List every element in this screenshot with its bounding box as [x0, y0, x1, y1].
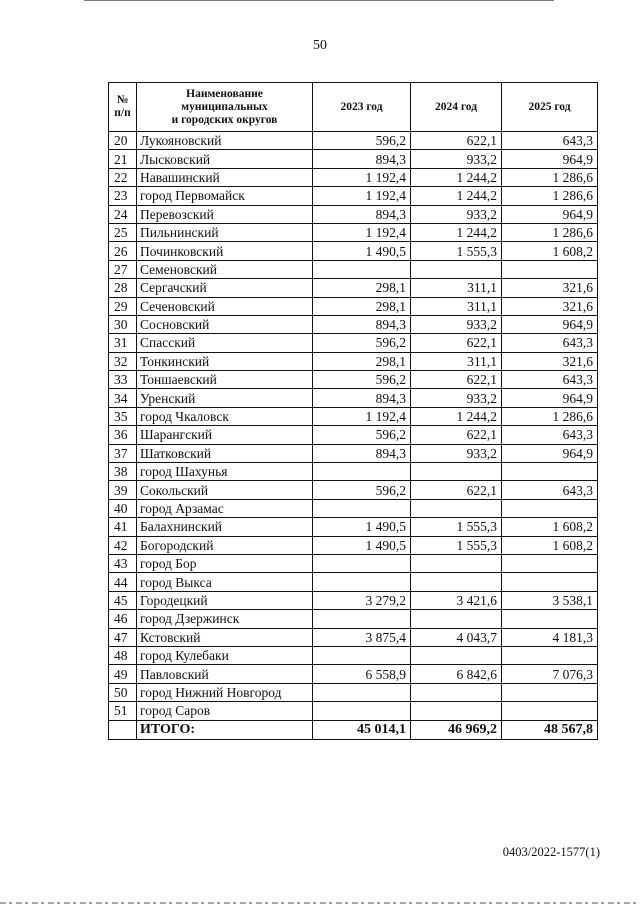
- row-number: 32: [109, 352, 137, 370]
- page-number: 50: [313, 38, 327, 53]
- value-2023: 1 490,5: [313, 536, 411, 554]
- table-row: [109, 407, 598, 425]
- table-row: [109, 536, 598, 554]
- value-2023: 1 192,4: [313, 407, 411, 425]
- value-2025: [502, 499, 598, 517]
- value-2025: 643,3: [502, 334, 598, 352]
- value-2024: [411, 702, 502, 720]
- value-2023: 596,2: [313, 481, 411, 499]
- value-2024: 622,1: [411, 334, 502, 352]
- value-2025: 1 286,6: [502, 187, 598, 205]
- row-name: город Саров: [137, 702, 313, 720]
- table-row: [109, 554, 598, 572]
- row-name: Лысковский: [137, 150, 313, 168]
- value-2024: [411, 610, 502, 628]
- value-2023: 1 192,4: [313, 223, 411, 241]
- value-2024: 1 555,3: [411, 518, 502, 536]
- table-row: [109, 628, 598, 646]
- row-name: Уренский: [137, 389, 313, 407]
- table-row: [109, 334, 598, 352]
- value-2023: 1 490,5: [313, 242, 411, 260]
- row-name: Кстовский: [137, 628, 313, 646]
- row-number: 46: [109, 610, 137, 628]
- value-2023: 298,1: [313, 352, 411, 370]
- row-number: 33: [109, 371, 137, 389]
- value-2023: 894,3: [313, 150, 411, 168]
- value-2025: 964,9: [502, 444, 598, 462]
- row-number: 44: [109, 573, 137, 591]
- value-2023: 894,3: [313, 444, 411, 462]
- table-row: [109, 646, 598, 664]
- row-number: 37: [109, 444, 137, 462]
- value-2025: 321,6: [502, 279, 598, 297]
- row-number: 34: [109, 389, 137, 407]
- row-number: 23: [109, 187, 137, 205]
- value-2023: 894,3: [313, 315, 411, 333]
- row-number: 25: [109, 223, 137, 241]
- bottom-rule: [0, 902, 640, 904]
- value-2025: [502, 554, 598, 572]
- value-2023: 1 192,4: [313, 168, 411, 186]
- row-number: 35: [109, 407, 137, 425]
- table-row: [109, 683, 598, 701]
- value-2024: 46 969,2: [411, 720, 502, 739]
- value-2025: 1 608,2: [502, 536, 598, 554]
- row-number: 49: [109, 665, 137, 683]
- row-number: 39: [109, 481, 137, 499]
- row-name: Семеновский: [137, 260, 313, 278]
- table-row: [109, 481, 598, 499]
- value-2025: 643,3: [502, 481, 598, 499]
- document-code: 0403/2022-1577(1): [502, 845, 600, 859]
- value-2024: 3 421,6: [411, 591, 502, 609]
- value-2024: 311,1: [411, 279, 502, 297]
- value-2023: 45 014,1: [313, 720, 411, 739]
- row-name: город Кулебаки: [137, 646, 313, 664]
- row-name: город Нижний Новгород: [137, 683, 313, 701]
- value-2025: 321,6: [502, 352, 598, 370]
- table-row: [109, 315, 598, 333]
- row-number: 21: [109, 150, 137, 168]
- row-name: Балахнинский: [137, 518, 313, 536]
- row-number: 24: [109, 205, 137, 223]
- row-name: Шарангский: [137, 426, 313, 444]
- value-2025: 964,9: [502, 315, 598, 333]
- row-number: 30: [109, 315, 137, 333]
- table-row: [109, 150, 598, 168]
- row-name: ИТОГО:: [137, 720, 313, 739]
- table-row: [109, 444, 598, 462]
- value-2025: 643,3: [502, 132, 598, 150]
- value-2024: 622,1: [411, 481, 502, 499]
- row-number: 26: [109, 242, 137, 260]
- table-row: [109, 223, 598, 241]
- row-number: 36: [109, 426, 137, 444]
- value-2024: 311,1: [411, 352, 502, 370]
- table-row: [109, 242, 598, 260]
- value-2023: 596,2: [313, 371, 411, 389]
- row-name: город Шахунья: [137, 463, 313, 481]
- value-2023: 298,1: [313, 279, 411, 297]
- value-2025: 964,9: [502, 150, 598, 168]
- table-row: [109, 463, 598, 481]
- row-name: Навашинский: [137, 168, 313, 186]
- value-2025: 1 286,6: [502, 223, 598, 241]
- value-2025: 1 286,6: [502, 407, 598, 425]
- row-name: Павловский: [137, 665, 313, 683]
- value-2024: 622,1: [411, 132, 502, 150]
- value-2024: 4 043,7: [411, 628, 502, 646]
- value-2023: [313, 646, 411, 664]
- data-table: [108, 82, 598, 740]
- value-2023: [313, 260, 411, 278]
- row-number: 50: [109, 683, 137, 701]
- value-2023: 596,2: [313, 334, 411, 352]
- row-name: Сеченовский: [137, 297, 313, 315]
- value-2023: [313, 683, 411, 701]
- table-row: [109, 205, 598, 223]
- value-2025: 48 567,8: [502, 720, 598, 739]
- header-name: Наименование муниципальных и городских округов: [137, 83, 313, 132]
- table-row: [109, 389, 598, 407]
- header-2024: 2024 год: [411, 83, 502, 132]
- value-2023: 1 490,5: [313, 518, 411, 536]
- header-2023: 2023 год: [313, 83, 411, 132]
- table-row: [109, 591, 598, 609]
- value-2024: [411, 646, 502, 664]
- table-row: [109, 371, 598, 389]
- row-number: 43: [109, 554, 137, 572]
- row-name: Перевозский: [137, 205, 313, 223]
- value-2023: 894,3: [313, 205, 411, 223]
- header-2025: 2025 год: [502, 83, 598, 132]
- value-2023: 596,2: [313, 426, 411, 444]
- value-2023: 1 192,4: [313, 187, 411, 205]
- row-number: 22: [109, 168, 137, 186]
- value-2024: 311,1: [411, 297, 502, 315]
- table-row: [109, 499, 598, 517]
- value-2023: 6 558,9: [313, 665, 411, 683]
- value-2024: 933,2: [411, 389, 502, 407]
- row-name: город Арзамас: [137, 499, 313, 517]
- table-row: [109, 610, 598, 628]
- row-name: Городецкий: [137, 591, 313, 609]
- value-2024: [411, 554, 502, 572]
- value-2024: 622,1: [411, 426, 502, 444]
- header-number: № п/п: [109, 83, 137, 132]
- value-2025: [502, 573, 598, 591]
- table-row: [109, 352, 598, 370]
- row-number: 40: [109, 499, 137, 517]
- value-2025: 3 538,1: [502, 591, 598, 609]
- value-2023: [313, 554, 411, 572]
- value-2025: 643,3: [502, 426, 598, 444]
- value-2025: [502, 683, 598, 701]
- row-name: город Дзержинск: [137, 610, 313, 628]
- table-row: [109, 426, 598, 444]
- value-2024: 1 244,2: [411, 407, 502, 425]
- row-number: 41: [109, 518, 137, 536]
- value-2025: 643,3: [502, 371, 598, 389]
- row-number: 51: [109, 702, 137, 720]
- value-2023: [313, 573, 411, 591]
- row-number: 31: [109, 334, 137, 352]
- row-name: Богородский: [137, 536, 313, 554]
- row-name: Пильнинский: [137, 223, 313, 241]
- row-name: Шатковский: [137, 444, 313, 462]
- value-2024: [411, 463, 502, 481]
- row-name: город Первомайск: [137, 187, 313, 205]
- value-2024: 1 244,2: [411, 168, 502, 186]
- value-2024: 933,2: [411, 205, 502, 223]
- value-2025: [502, 260, 598, 278]
- row-number: 28: [109, 279, 137, 297]
- table-row: [109, 518, 598, 536]
- value-2023: 596,2: [313, 132, 411, 150]
- value-2024: 622,1: [411, 371, 502, 389]
- value-2024: [411, 683, 502, 701]
- value-2025: [502, 646, 598, 664]
- table-row: [109, 187, 598, 205]
- table-row: [109, 260, 598, 278]
- value-2024: [411, 573, 502, 591]
- row-name: город Бор: [137, 554, 313, 572]
- table-row: [109, 168, 598, 186]
- row-name: город Выкса: [137, 573, 313, 591]
- row-name: Тоншаевский: [137, 371, 313, 389]
- row-number: 48: [109, 646, 137, 664]
- value-2024: 1 244,2: [411, 187, 502, 205]
- value-2024: 1 555,3: [411, 536, 502, 554]
- row-name: Лукояновский: [137, 132, 313, 150]
- value-2025: [502, 702, 598, 720]
- value-2025: 7 076,3: [502, 665, 598, 683]
- value-2024: 1 555,3: [411, 242, 502, 260]
- value-2024: 933,2: [411, 444, 502, 462]
- table-body: [109, 132, 598, 740]
- row-number: 45: [109, 591, 137, 609]
- value-2024: [411, 260, 502, 278]
- row-name: Сокольский: [137, 481, 313, 499]
- total-row: [109, 720, 598, 739]
- row-number: 42: [109, 536, 137, 554]
- value-2025: 1 286,6: [502, 168, 598, 186]
- row-name: Спасский: [137, 334, 313, 352]
- value-2024: [411, 499, 502, 517]
- value-2023: 894,3: [313, 389, 411, 407]
- value-2024: 1 244,2: [411, 223, 502, 241]
- row-number: 20: [109, 132, 137, 150]
- row-number: 27: [109, 260, 137, 278]
- row-number: [109, 720, 137, 739]
- value-2025: 1 608,2: [502, 518, 598, 536]
- table-row: [109, 702, 598, 720]
- value-2023: 3 279,2: [313, 591, 411, 609]
- value-2024: 933,2: [411, 315, 502, 333]
- table-row: [109, 297, 598, 315]
- value-2025: [502, 463, 598, 481]
- value-2024: 933,2: [411, 150, 502, 168]
- value-2023: [313, 702, 411, 720]
- top-rule: [84, 0, 554, 1]
- value-2024: 6 842,6: [411, 665, 502, 683]
- row-name: Сергачский: [137, 279, 313, 297]
- row-name: Починковский: [137, 242, 313, 260]
- value-2025: 964,9: [502, 205, 598, 223]
- value-2023: [313, 499, 411, 517]
- value-2025: [502, 610, 598, 628]
- table-row: [109, 279, 598, 297]
- value-2023: 298,1: [313, 297, 411, 315]
- row-number: 38: [109, 463, 137, 481]
- row-name: город Чкаловск: [137, 407, 313, 425]
- table-row: [109, 665, 598, 683]
- value-2023: [313, 463, 411, 481]
- value-2025: 964,9: [502, 389, 598, 407]
- row-name: Тонкинский: [137, 352, 313, 370]
- row-name: Сосновский: [137, 315, 313, 333]
- value-2025: 321,6: [502, 297, 598, 315]
- value-2023: 3 875,4: [313, 628, 411, 646]
- value-2023: [313, 610, 411, 628]
- table-row: [109, 132, 598, 150]
- table-row: [109, 573, 598, 591]
- value-2025: 4 181,3: [502, 628, 598, 646]
- header-row: [109, 83, 598, 132]
- row-number: 47: [109, 628, 137, 646]
- value-2025: 1 608,2: [502, 242, 598, 260]
- row-number: 29: [109, 297, 137, 315]
